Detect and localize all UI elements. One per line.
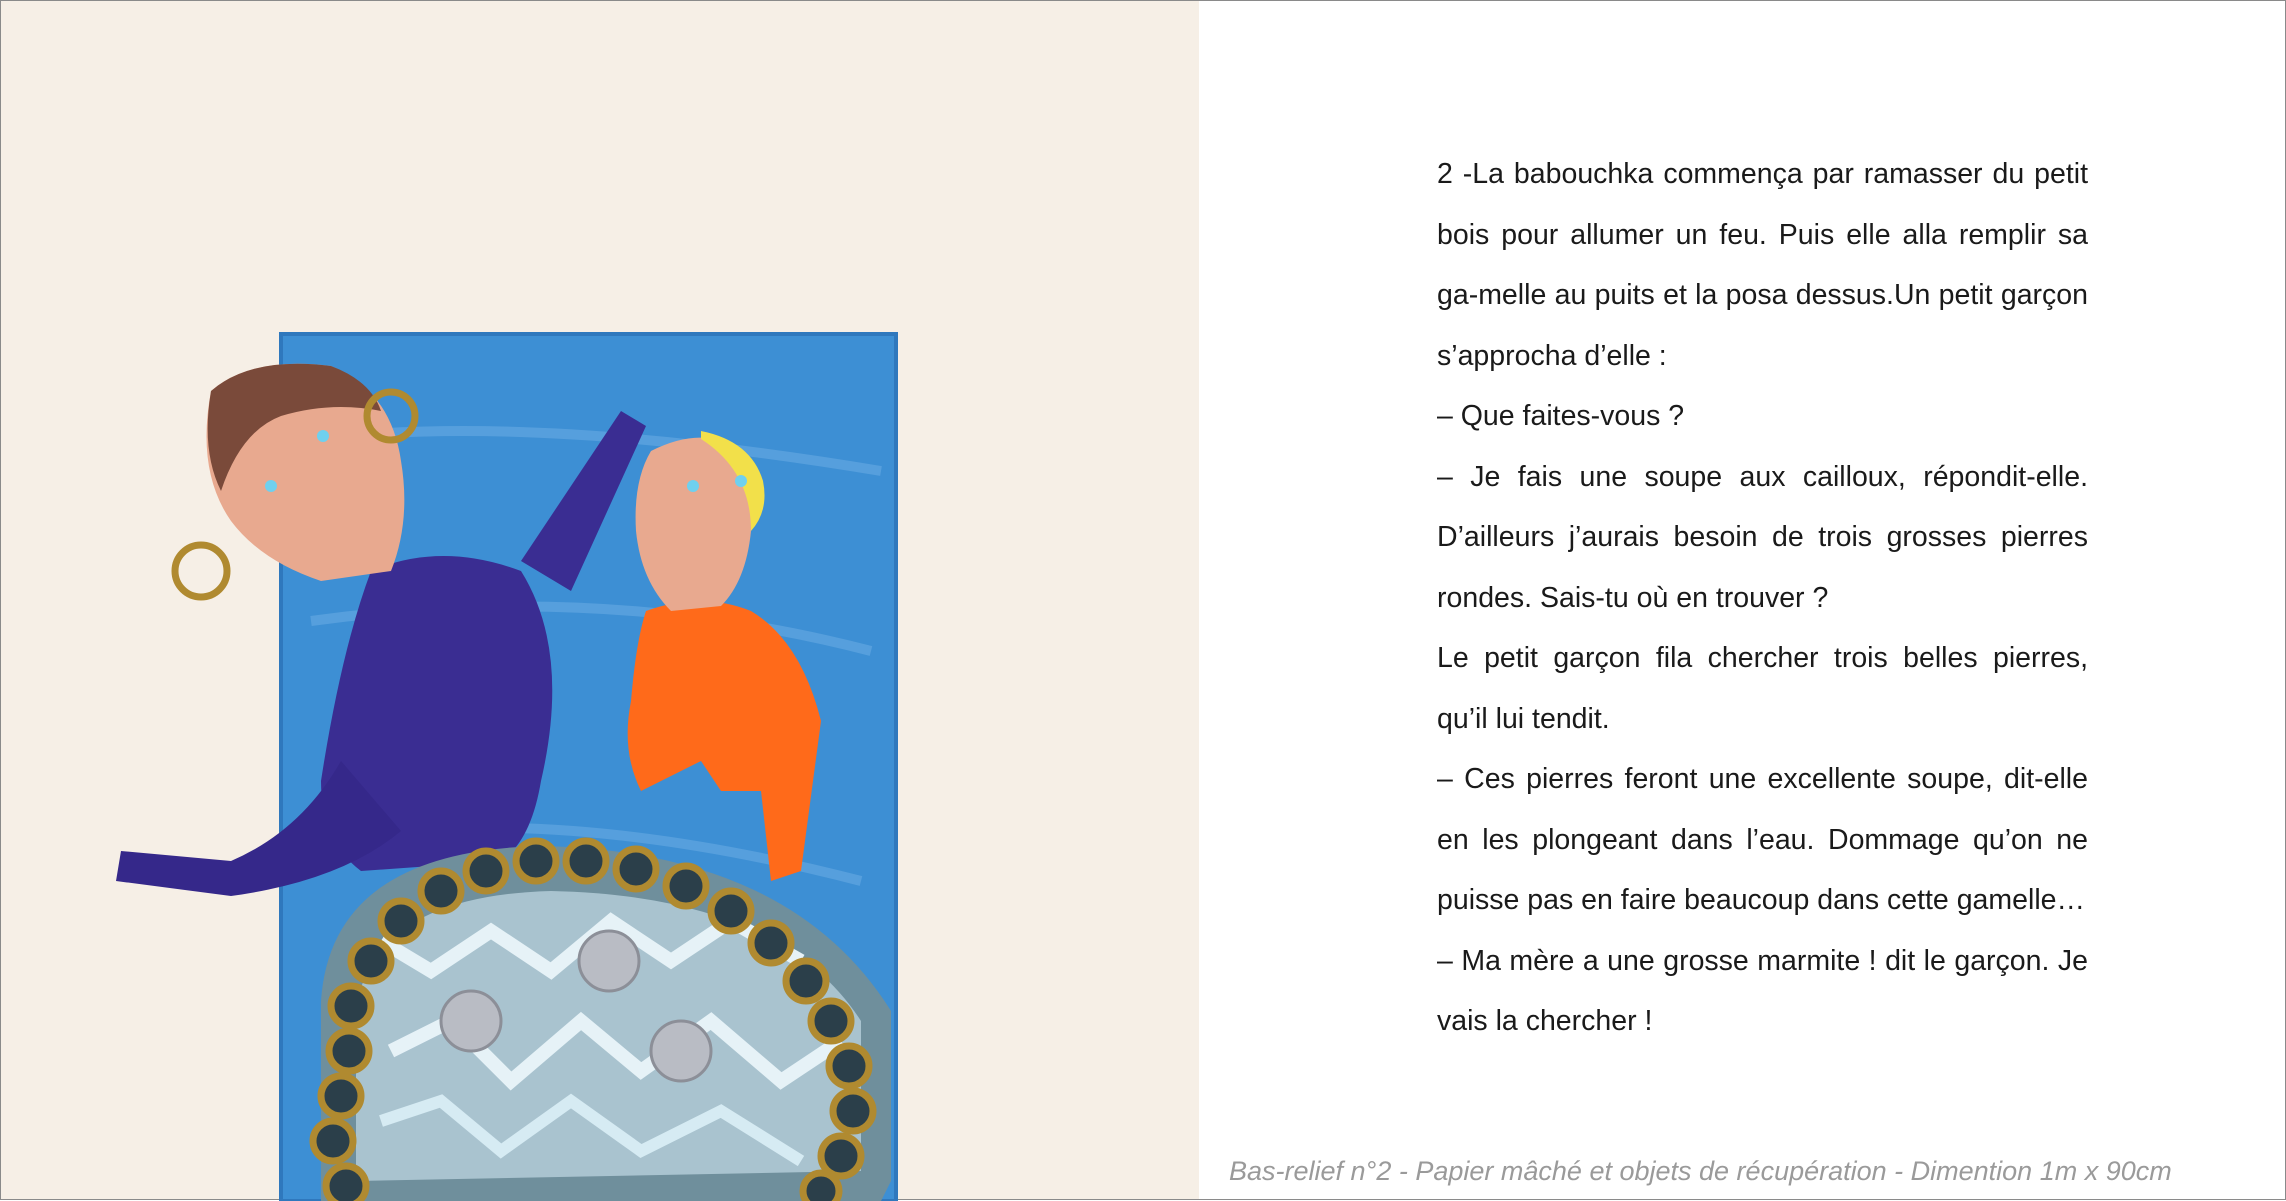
story-text (1437, 144, 2088, 1052)
artwork-caption: Bas-relief n°2 - Papier mâché et objets de récupération - Dimention 1m x 90cm (1229, 1156, 2172, 1186)
story-paragraph-4: Le petit garçon fila chercher trois belles pierres, qu’il lui tendit. (1437, 642, 2088, 735)
story-paragraph-5: – Ces pierres feront une excellente soupe, dit-elle en les plongeant dans l’eau. Dommage qu’on ne puisse pas en faire beaucoup dans cette gamelle… (1437, 763, 2088, 916)
story-paragraph-2: – Que faites-vous ? (1437, 400, 1685, 432)
story-paragraph-3: – Je fais une soupe aux cailloux, répondit-elle. D’ailleurs j’aurais besoin de trois grosses pierres rondes. Sais-tu où en trouver ? (1437, 460, 2088, 614)
story-paragraph-1: 2 -La babouchka commença par ramasser du petit bois pour allumer un feu. Puis elle alla remplir sa ga-melle au puits et la posa dessus.Un petit garçon s’approcha d’elle : (1437, 158, 2088, 372)
story-paragraph-6: – Ma mère a une grosse marmite ! dit le garçon. Je vais la chercher ! (1437, 944, 2088, 1037)
left-page (1, 1, 1199, 1199)
bas-relief-artwork (101, 321, 921, 1201)
